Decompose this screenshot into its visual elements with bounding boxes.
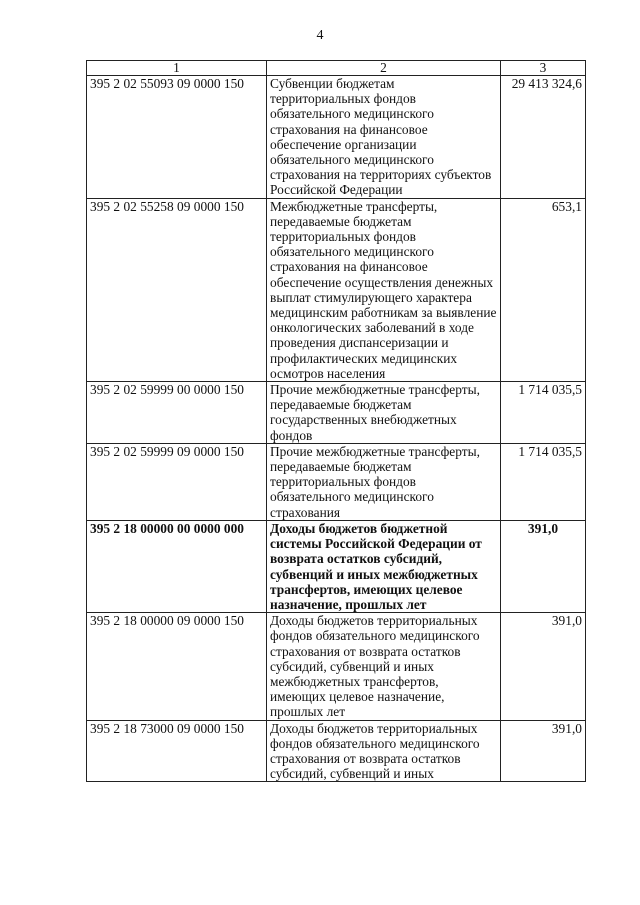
budget-code-cell: 395 2 18 00000 00 0000 000 — [87, 520, 267, 612]
amount-cell: 391,0 — [501, 720, 586, 782]
budget-code-cell: 395 2 02 59999 00 0000 150 — [87, 382, 267, 444]
table-row — [87, 720, 586, 782]
table-row — [87, 76, 586, 199]
description-cell: Межбюджетные трансферты, передаваемые бюджетам территориальных фондов обязательного медицинского страхования на финансовое обеспечение осуществления денежных выплат стимулирующего характера медицинским работникам за выявление онкологических заболеваний в ходе проведения диспансеризации и профилактических медицинских осмотров населения — [267, 198, 501, 381]
column-header-1: 1 — [87, 61, 267, 76]
amount-cell: 1 714 035,5 — [501, 443, 586, 520]
budget-code-cell: 395 2 02 59999 09 0000 150 — [87, 443, 267, 520]
budget-code-cell: 395 2 18 73000 09 0000 150 — [87, 720, 267, 782]
budget-code-cell: 395 2 02 55258 09 0000 150 — [87, 198, 267, 381]
description-cell: Доходы бюджетов территориальных фондов обязательного медицинского страхования от возврата остатков субсидий, субвенций и иных — [267, 720, 501, 782]
description-cell: Субвенции бюджетам территориальных фондов обязательного медицинского страхования на финансовое обеспечение организации обязательного медицинского страхования на территориях субъектов Российской Федерации — [267, 76, 501, 199]
amount-cell: 29 413 324,6 — [501, 76, 586, 199]
table-row — [87, 198, 586, 381]
amount-cell: 1 714 035,5 — [501, 382, 586, 444]
table-row — [87, 443, 586, 520]
budget-code-cell: 395 2 18 00000 09 0000 150 — [87, 613, 267, 720]
description-cell: Прочие межбюджетные трансферты, передаваемые бюджетам государственных внебюджетных фондов — [267, 382, 501, 444]
description-cell: Прочие межбюджетные трансферты, передаваемые бюджетам территориальных фондов обязательного медицинского страхования — [267, 443, 501, 520]
column-header-2: 2 — [267, 61, 501, 76]
table-header-row — [87, 61, 586, 76]
description-cell: Доходы бюджетов бюджетной системы Российской Федерации от возврата остатков субсидий, субвенций и иных межбюджетных трансфертов, имеющих целевое назначение, прошлых лет — [267, 520, 501, 612]
column-header-3: 3 — [501, 61, 586, 76]
amount-cell: 391,0 — [501, 520, 586, 612]
table-row — [87, 613, 586, 720]
budget-revenue-table — [86, 60, 586, 782]
table-row — [87, 382, 586, 444]
amount-cell: 653,1 — [501, 198, 586, 381]
amount-cell: 391,0 — [501, 613, 586, 720]
description-cell: Доходы бюджетов территориальных фондов обязательного медицинского страхования от возврата остатков субсидий, субвенций и иных межбюджетных трансфертов, имеющих целевое назначение, прошлых лет — [267, 613, 501, 720]
budget-code-cell: 395 2 02 55093 09 0000 150 — [87, 76, 267, 199]
table-row — [87, 520, 586, 612]
page-number: 4 — [316, 28, 324, 43]
